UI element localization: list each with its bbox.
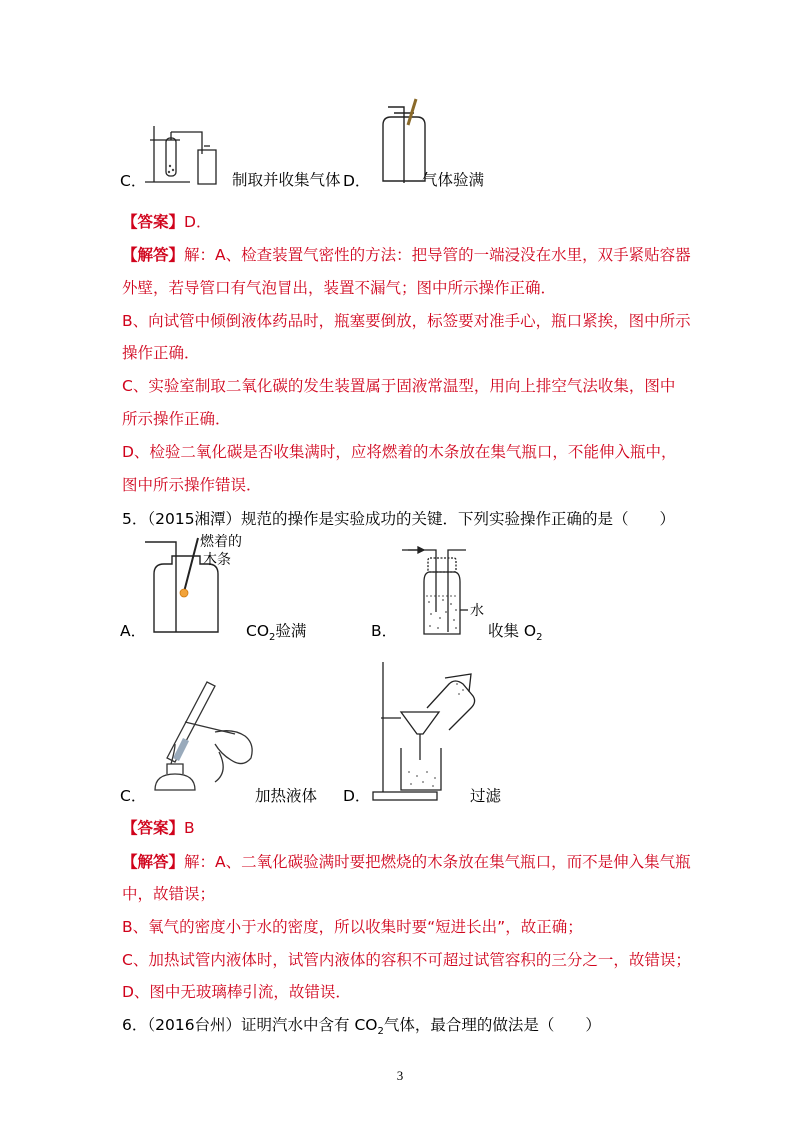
q5-option-c-caption: 加热液体 bbox=[255, 787, 318, 805]
q5-option-a-caption bbox=[246, 620, 306, 649]
q5-option-a-caption-post: 验满 bbox=[275, 622, 307, 640]
q4-analysis-line-4: 操作正确． bbox=[122, 344, 200, 362]
q4-analysis-line-5: C、实验室制取二氧化碳的发生装置属于固液常温型，用向上排空气法收集，图中 bbox=[122, 377, 676, 395]
q5-analysis-line-5: D、图中无玻璃棒引流，故错误． bbox=[122, 983, 351, 1001]
page-number: 3 bbox=[396, 1068, 404, 1083]
q5-option-a-caption-sub: 2 bbox=[269, 632, 276, 644]
q6-stem-sub: 2 bbox=[377, 1026, 384, 1038]
q4-analysis-text-1: 解：A、检查装置气密性的方法：把导管的一端浸没在水里，双手紧贴容器 bbox=[184, 246, 691, 264]
q5-analysis-line-2: 中，故错误； bbox=[122, 885, 216, 903]
q5-option-c-letter: C． bbox=[120, 787, 147, 805]
q5-answer-value: B bbox=[184, 819, 195, 837]
q4-option-d-letter: D． bbox=[343, 172, 371, 190]
q5-option-b-fig-label: 水 bbox=[470, 603, 484, 619]
q5-option-b-caption-pre: 收集 O bbox=[488, 622, 537, 640]
q5-answer-tag: 【答案】 bbox=[122, 819, 185, 837]
q5-option-b-figure bbox=[396, 540, 486, 640]
q5-option-d-figure bbox=[365, 660, 510, 805]
q4-answer-line bbox=[122, 211, 211, 233]
q4-analysis-line-8: 图中所示操作错误． bbox=[122, 476, 262, 494]
q4-analysis-line-3: B、向试管中倾倒液体药品时，瓶塞要倒放，标签要对准手心，瓶口紧挨，图中所示 bbox=[122, 312, 691, 330]
q5-option-b-caption-sub: 2 bbox=[536, 632, 543, 644]
q5-option-a-letter: A． bbox=[120, 622, 147, 640]
q5-analysis-line-1 bbox=[122, 851, 691, 873]
q5-stem: 5．（2015湘潭）规范的操作是实验成功的关键．下列实验操作正确的是（ ） bbox=[122, 510, 676, 528]
q4-analysis-line-6: 所示操作正确． bbox=[122, 410, 231, 428]
q4-analysis-line-7: D、检验二氧化碳是否收集满时，应将燃着的木条放在集气瓶口，不能伸入瓶中， bbox=[122, 443, 677, 461]
q5-option-d-letter: D． bbox=[343, 787, 371, 805]
q4-answer-value: D． bbox=[184, 213, 212, 231]
q5-option-d-caption: 过滤 bbox=[470, 787, 502, 805]
q4-option-c-letter: C． bbox=[120, 172, 147, 190]
q5-option-b-caption bbox=[488, 620, 543, 649]
q4-option-d-caption: 气体验满 bbox=[422, 171, 485, 189]
q6-stem bbox=[122, 1014, 601, 1043]
q4-answer-tag: 【答案】 bbox=[122, 213, 185, 231]
q5-option-a-fig-label-2: 木条 bbox=[203, 552, 231, 568]
q4-option-c-caption: 制取并收集气体 bbox=[232, 171, 341, 189]
q5-analysis-line-4: C、加热试管内液体时，试管内液体的容积不可超过试管容积的三分之一，故错误； bbox=[122, 951, 691, 969]
q5-answer-line bbox=[122, 817, 195, 839]
q5-analysis-line-3: B、氧气的密度小于水的密度，所以收集时要“短进长出”，故正确； bbox=[122, 918, 583, 936]
q6-stem-post: 气体，最合理的做法是（ ） bbox=[383, 1016, 601, 1034]
q5-option-c-figure bbox=[145, 662, 270, 807]
q4-analysis-tag: 【解答】 bbox=[122, 246, 185, 264]
q4-analysis-line-2: 外壁，若导管口有气泡冒出，装置不漏气；图中所示操作正确． bbox=[122, 279, 557, 297]
q5-option-a-fig-label-1: 燃着的 bbox=[200, 534, 242, 550]
q5-analysis-tag: 【解答】 bbox=[122, 853, 185, 871]
q5-analysis-text-1: 解：A、二氧化碳验满时要把燃烧的木条放在集气瓶口，而不是伸入集气瓶 bbox=[184, 853, 691, 871]
q6-stem-pre: 6．（2016台州）证明汽水中含有 CO bbox=[122, 1016, 378, 1034]
q5-option-b-letter: B． bbox=[371, 622, 398, 640]
q5-option-a-caption-pre: CO bbox=[246, 622, 270, 640]
q4-analysis-line-1 bbox=[122, 244, 691, 266]
q4-option-c-figure bbox=[140, 118, 230, 188]
